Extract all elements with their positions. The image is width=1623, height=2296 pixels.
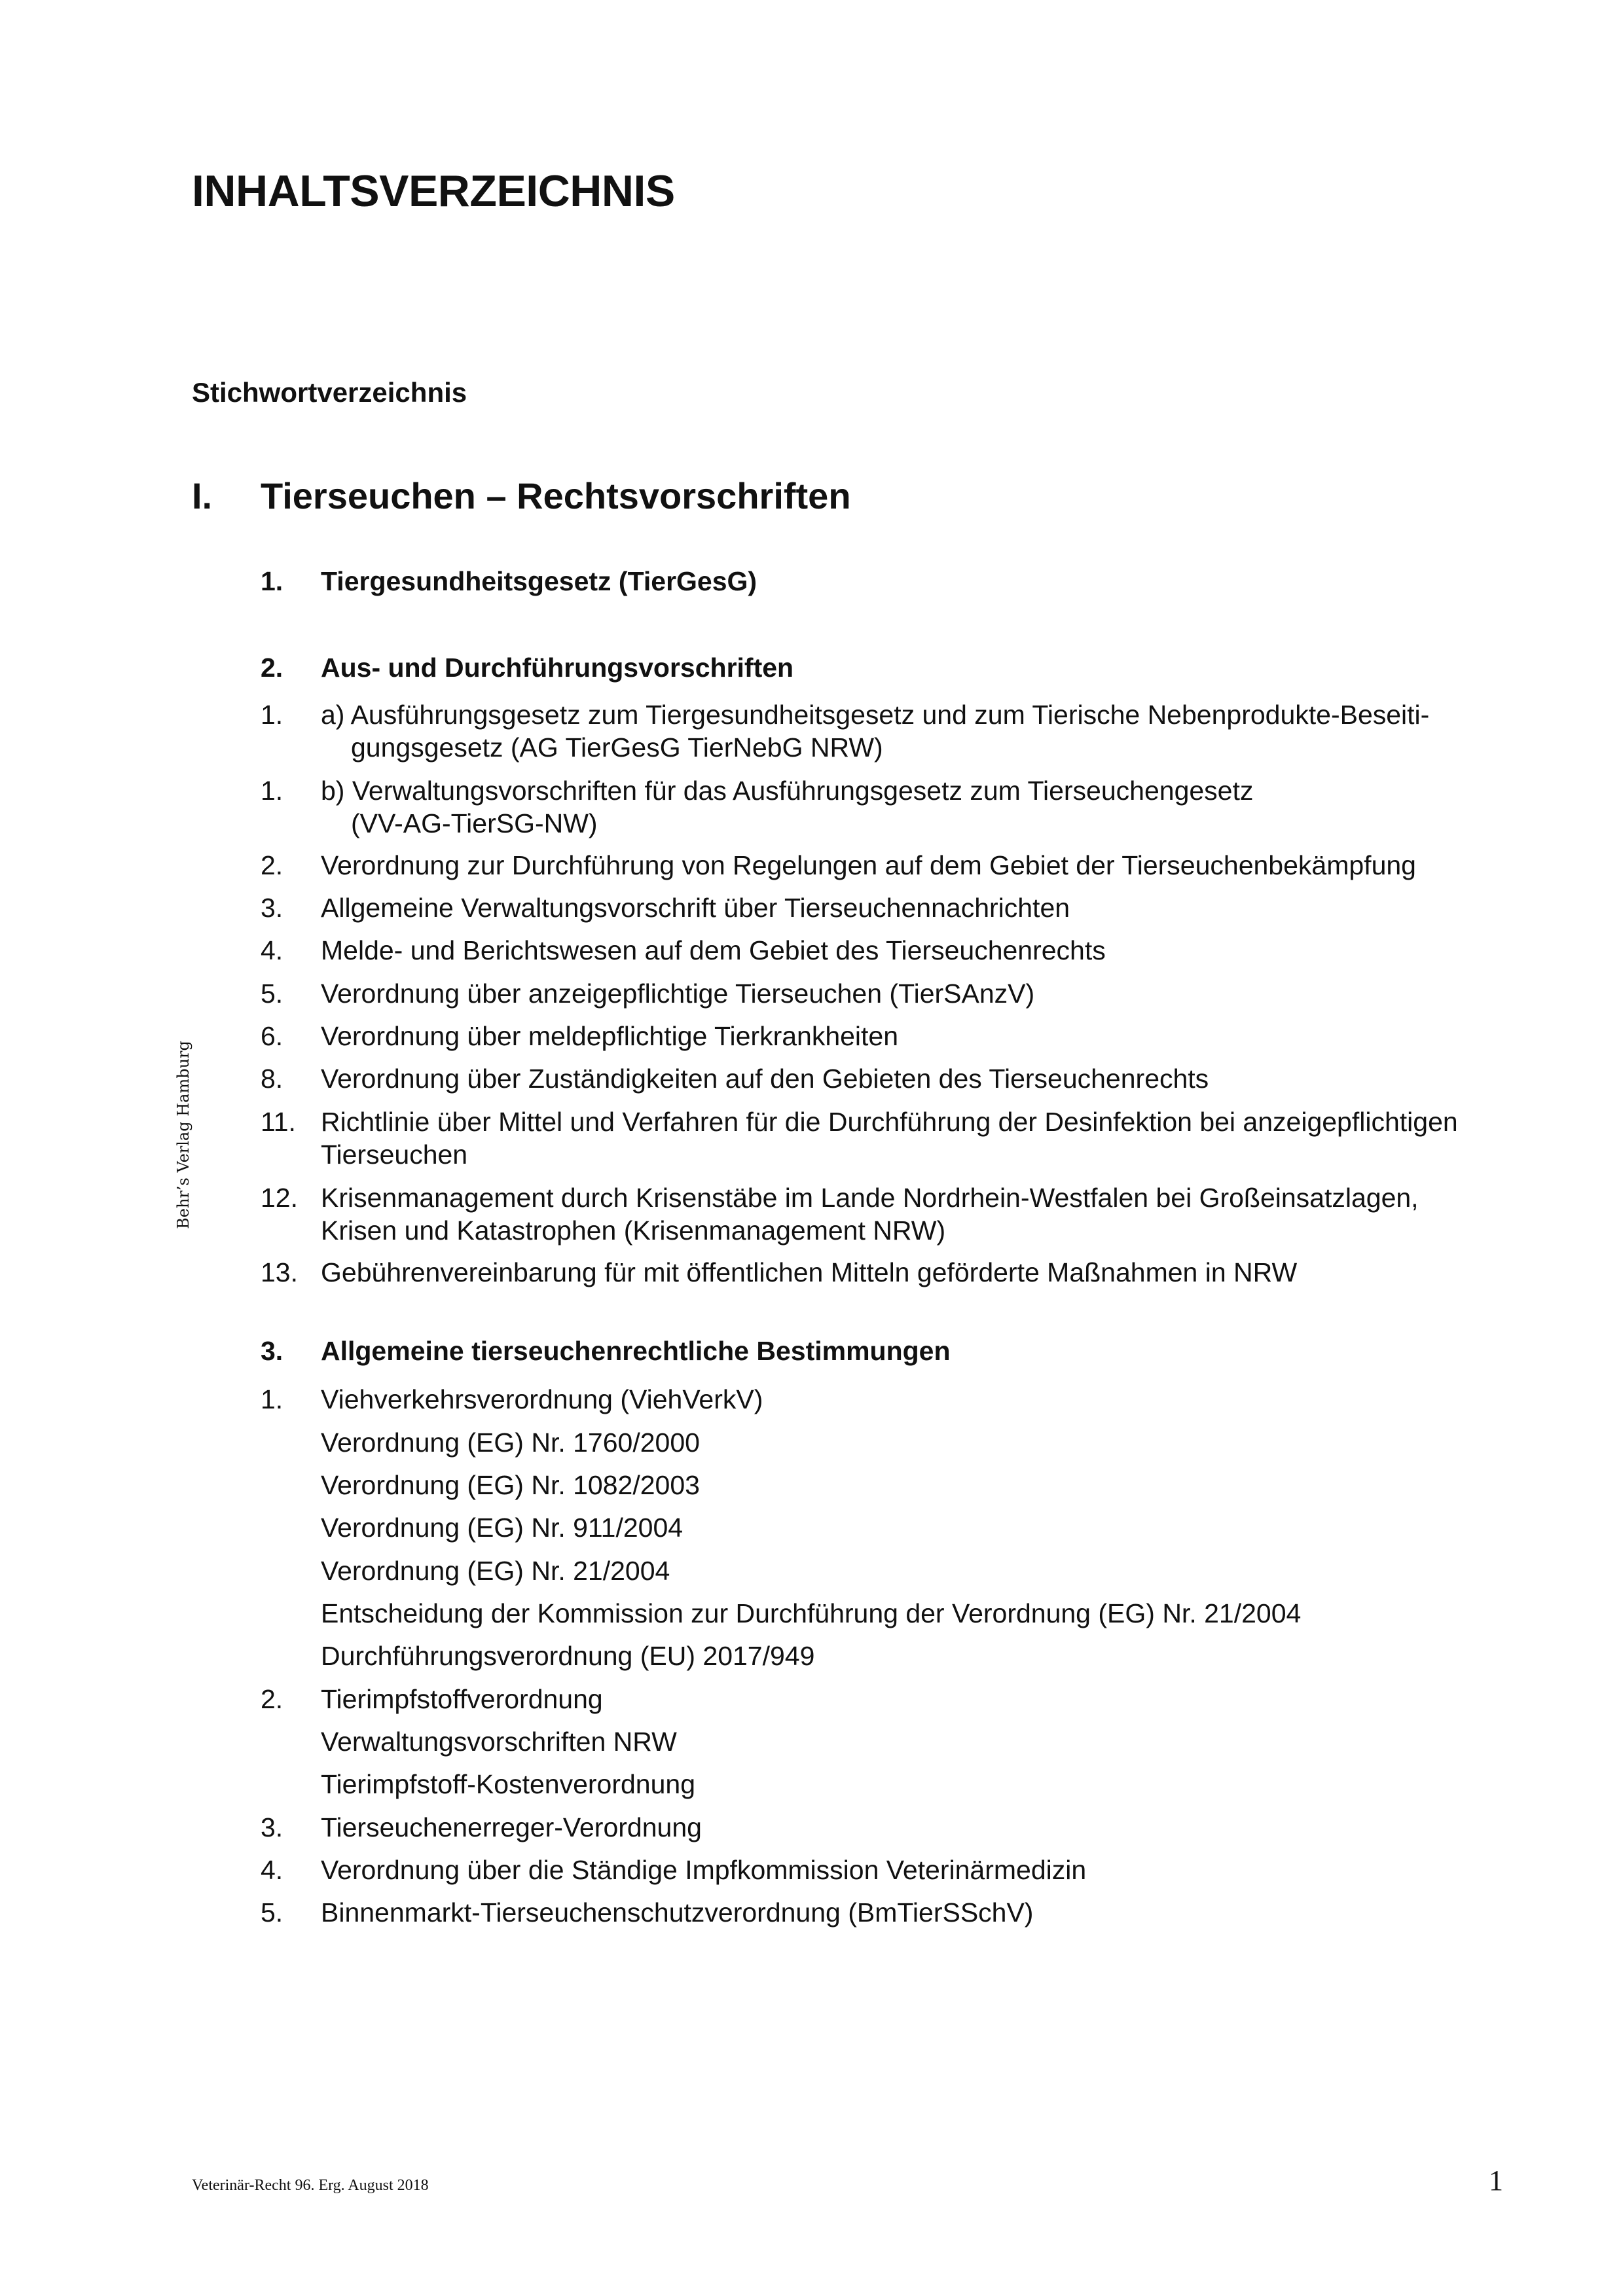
list-item-number: 5. bbox=[261, 978, 283, 1009]
list-item-text: Tierimpfstoffverordnung bbox=[321, 1684, 603, 1714]
list-item-number: 2. bbox=[261, 850, 283, 880]
list-item-subline: Verordnung (EG) Nr. 21/2004 bbox=[321, 1556, 670, 1586]
list-item-subline: Durchführungsverordnung (EU) 2017/949 bbox=[321, 1641, 815, 1671]
list-item-subline: Tierimpfstoff-Kostenverordnung bbox=[321, 1769, 695, 1799]
list-item-text-continued: Tierseuchen bbox=[321, 1139, 468, 1170]
list-item-number: 4. bbox=[261, 935, 283, 965]
list-item-text-continued: gungsgesetz (AG TierGesG TierNebG NRW) bbox=[351, 732, 883, 762]
list-item-text: Krisenmanagement durch Krisenstäbe im Lande Nordrhein-Westfalen bei Großeinsatzlagen, bbox=[321, 1183, 1419, 1213]
list-item-number: 5. bbox=[261, 1897, 283, 1928]
list-item-text: a) Ausführungsgesetz zum Tiergesundheitsgesetz und zum Tierische Nebenprodukte-Beseiti- bbox=[321, 700, 1430, 730]
list-item-text: Verordnung über die Ständige Impfkommission Veterinärmedizin bbox=[321, 1855, 1087, 1885]
list-item-subline: Verordnung (EG) Nr. 1760/2000 bbox=[321, 1427, 700, 1458]
list-item-number: 3. bbox=[261, 893, 283, 923]
list-item-subline: Verordnung (EG) Nr. 1082/2003 bbox=[321, 1470, 700, 1500]
list-item-text: Viehverkehrsverordnung (ViehVerkV) bbox=[321, 1384, 763, 1414]
list-item-number: 6. bbox=[261, 1021, 283, 1051]
publisher-side-text: Behr’s Verlag Hamburg bbox=[173, 1041, 192, 1229]
subsection-2-title: Aus- und Durchführungsvorschriften bbox=[321, 653, 794, 683]
subsection-1-title: Tiergesundheitsgesetz (TierGesG) bbox=[321, 566, 757, 596]
stichwortverzeichnis-heading: Stichwortverzeichnis bbox=[192, 377, 467, 408]
section-title: Tierseuchen – Rechtsvorschriften bbox=[261, 475, 851, 516]
list-item-number: 1. bbox=[261, 1384, 283, 1414]
list-item-text: Gebührenvereinbarung für mit öffentlichen Mitteln geförderte Maßnahmen in NRW bbox=[321, 1257, 1298, 1287]
list-item-text-continued: Krisen und Katastrophen (Krisenmanagement NRW) bbox=[321, 1215, 946, 1246]
page-number: 1 bbox=[1489, 2164, 1503, 2197]
list-item-number: 1. bbox=[261, 776, 283, 806]
list-item-text: Tierseuchenerreger-Verordnung bbox=[321, 1812, 702, 1842]
list-item-number: 11. bbox=[261, 1107, 296, 1137]
page-footer: Veterinär-Recht 96. Erg. August 2018 bbox=[192, 2177, 429, 2194]
list-item-subline: Entscheidung der Kommission zur Durchführung der Verordnung (EG) Nr. 21/2004 bbox=[321, 1598, 1302, 1628]
list-item-number: 8. bbox=[261, 1064, 283, 1094]
list-item-number: 1. bbox=[261, 700, 283, 730]
list-item-text: Verordnung über Zuständigkeiten auf den Gebieten des Tierseuchenrechts bbox=[321, 1064, 1209, 1094]
list-item-number: 2. bbox=[261, 1684, 283, 1714]
page-title: INHALTSVERZEICHNIS bbox=[192, 166, 675, 216]
list-item-text: Melde- und Berichtswesen auf dem Gebiet des Tierseuchenrechts bbox=[321, 935, 1106, 965]
list-item-text: Verordnung zur Durchführung von Regelungen auf dem Gebiet der Tierseuchenbekämpfung bbox=[321, 850, 1416, 880]
list-item-subline: Verwaltungsvorschriften NRW bbox=[321, 1727, 677, 1757]
list-item-text: Verordnung über meldepflichtige Tierkrankheiten bbox=[321, 1021, 899, 1051]
list-item-subline: Verordnung (EG) Nr. 911/2004 bbox=[321, 1513, 684, 1543]
list-item-number: 4. bbox=[261, 1855, 283, 1885]
subsection-3-number: 3. bbox=[261, 1336, 283, 1366]
list-item-text: Allgemeine Verwaltungsvorschrift über Tierseuchennachrichten bbox=[321, 893, 1070, 923]
subsection-3-title: Allgemeine tierseuchenrechtliche Bestimmungen bbox=[321, 1336, 951, 1366]
subsection-2-number: 2. bbox=[261, 653, 283, 683]
list-item-text-continued: (VV-AG-TierSG-NW) bbox=[351, 808, 598, 838]
list-item-text: b) Verwaltungsvorschriften für das Ausführungsgesetz zum Tierseuchengesetz bbox=[321, 776, 1254, 806]
list-item-text: Richtlinie über Mittel und Verfahren für die Durchführung der Desinfektion bei anzeigepflichtigen bbox=[321, 1107, 1458, 1137]
list-item-number: 12. bbox=[261, 1183, 298, 1213]
section-number: I. bbox=[192, 475, 213, 516]
list-item-text: Binnenmarkt-Tierseuchenschutzverordnung (BmTierSSchV) bbox=[321, 1897, 1034, 1928]
subsection-1-number: 1. bbox=[261, 566, 283, 596]
list-item-number: 3. bbox=[261, 1812, 283, 1842]
list-item-text: Verordnung über anzeigepflichtige Tierseuchen (TierSAnzV) bbox=[321, 978, 1035, 1009]
list-item-number: 13. bbox=[261, 1257, 298, 1287]
